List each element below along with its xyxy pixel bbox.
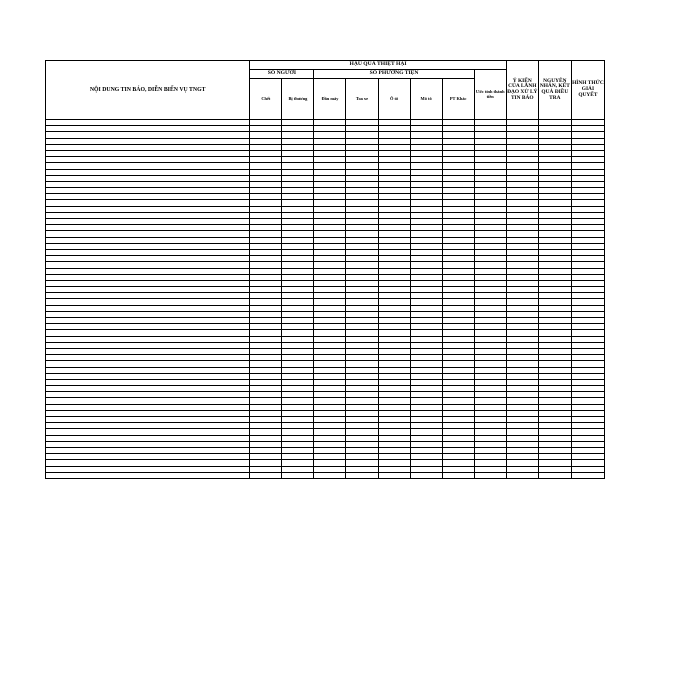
report-sheet [45, 60, 605, 479]
resolution-header: HÌNH THỨC GIẢI QUYẾT [571, 61, 604, 120]
table-cell[interactable] [250, 472, 282, 478]
table-cell[interactable] [474, 472, 506, 478]
table-cell[interactable] [314, 472, 346, 478]
table-cell[interactable] [282, 472, 314, 478]
table-cell[interactable] [378, 472, 410, 478]
table-cell[interactable] [410, 472, 442, 478]
table-cell[interactable] [46, 472, 250, 478]
people-group-header: SỐ NGƯỜI [250, 70, 314, 79]
injured-header: Bị thương [282, 79, 314, 120]
table-row [46, 472, 605, 478]
car-header: Ô tô [378, 79, 410, 120]
deaths-header: Chết [250, 79, 282, 120]
carriage-header: Toa xe [346, 79, 378, 120]
motorbike-header: Mô tô [410, 79, 442, 120]
table-cell[interactable] [538, 472, 571, 478]
vehicles-group-header: SỐ PHƯƠNG TIỆN [314, 70, 474, 79]
content-column-header: NỘI DUNG TIN BÁO, DIỄN BIẾN VỤ TNGT [46, 61, 250, 120]
leader-opinion-header: Ý KIẾN CỦA LÃNH ĐẠO XỬ LÝ TIN BÁO [506, 61, 538, 120]
cause-header: NGUYÊN NHÂN, KẾT QUẢ ĐIỀU TRA [538, 61, 571, 120]
incident-report-table [45, 60, 605, 479]
table-cell[interactable] [346, 472, 378, 478]
table-body [46, 120, 605, 479]
table-cell[interactable] [442, 472, 474, 478]
locomotive-header: Đầu máy [314, 79, 346, 120]
other-vehicle-header: PT Khác [442, 79, 474, 120]
damage-estimate-header: Ước tính thành tiền [474, 70, 506, 120]
table-cell[interactable] [506, 472, 538, 478]
consequence-header: HẬU QUẢ THIỆT HẠI [250, 61, 506, 70]
table-cell[interactable] [571, 472, 604, 478]
table-header [46, 61, 605, 120]
